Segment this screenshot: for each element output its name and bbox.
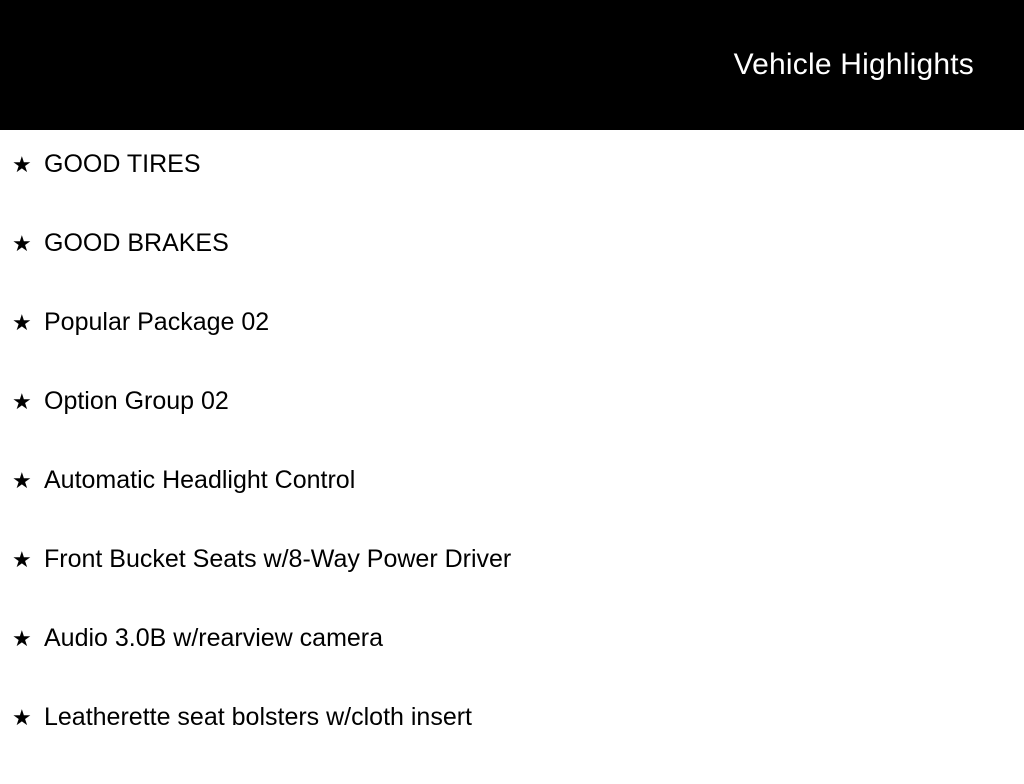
star-icon: ★ [12,705,32,730]
list-item-label: Leatherette seat bolsters w/cloth insert [44,703,473,731]
list-item [0,152,1024,231]
vehicle-highlights-list [0,130,1024,784]
star-icon: ★ [12,389,32,414]
list-item-label: GOOD TIRES [44,150,201,178]
star-icon: ★ [12,231,32,256]
list-item-label: Popular Package 02 [44,308,270,336]
list-item-label: GOOD BRAKES [44,229,229,257]
star-icon: ★ [12,547,32,572]
list-item [0,547,1024,626]
star-icon: ★ [12,310,32,335]
list-item-label: Automatic Headlight Control [44,466,356,494]
page-header [0,0,1024,130]
list-item-label: Option Group 02 [44,387,229,415]
star-icon: ★ [12,152,32,177]
list-item [0,231,1024,310]
list-item-label: Front Bucket Seats w/8-Way Power Driver [44,545,512,573]
list-item [0,626,1024,705]
list-item [0,310,1024,389]
star-icon: ★ [12,468,32,493]
star-icon: ★ [12,626,32,651]
page-title: Vehicle Highlights [733,48,974,81]
list-item [0,468,1024,547]
list-item [0,705,1024,784]
list-item-label: Audio 3.0B w/rearview camera [44,624,384,652]
list-item [0,389,1024,468]
